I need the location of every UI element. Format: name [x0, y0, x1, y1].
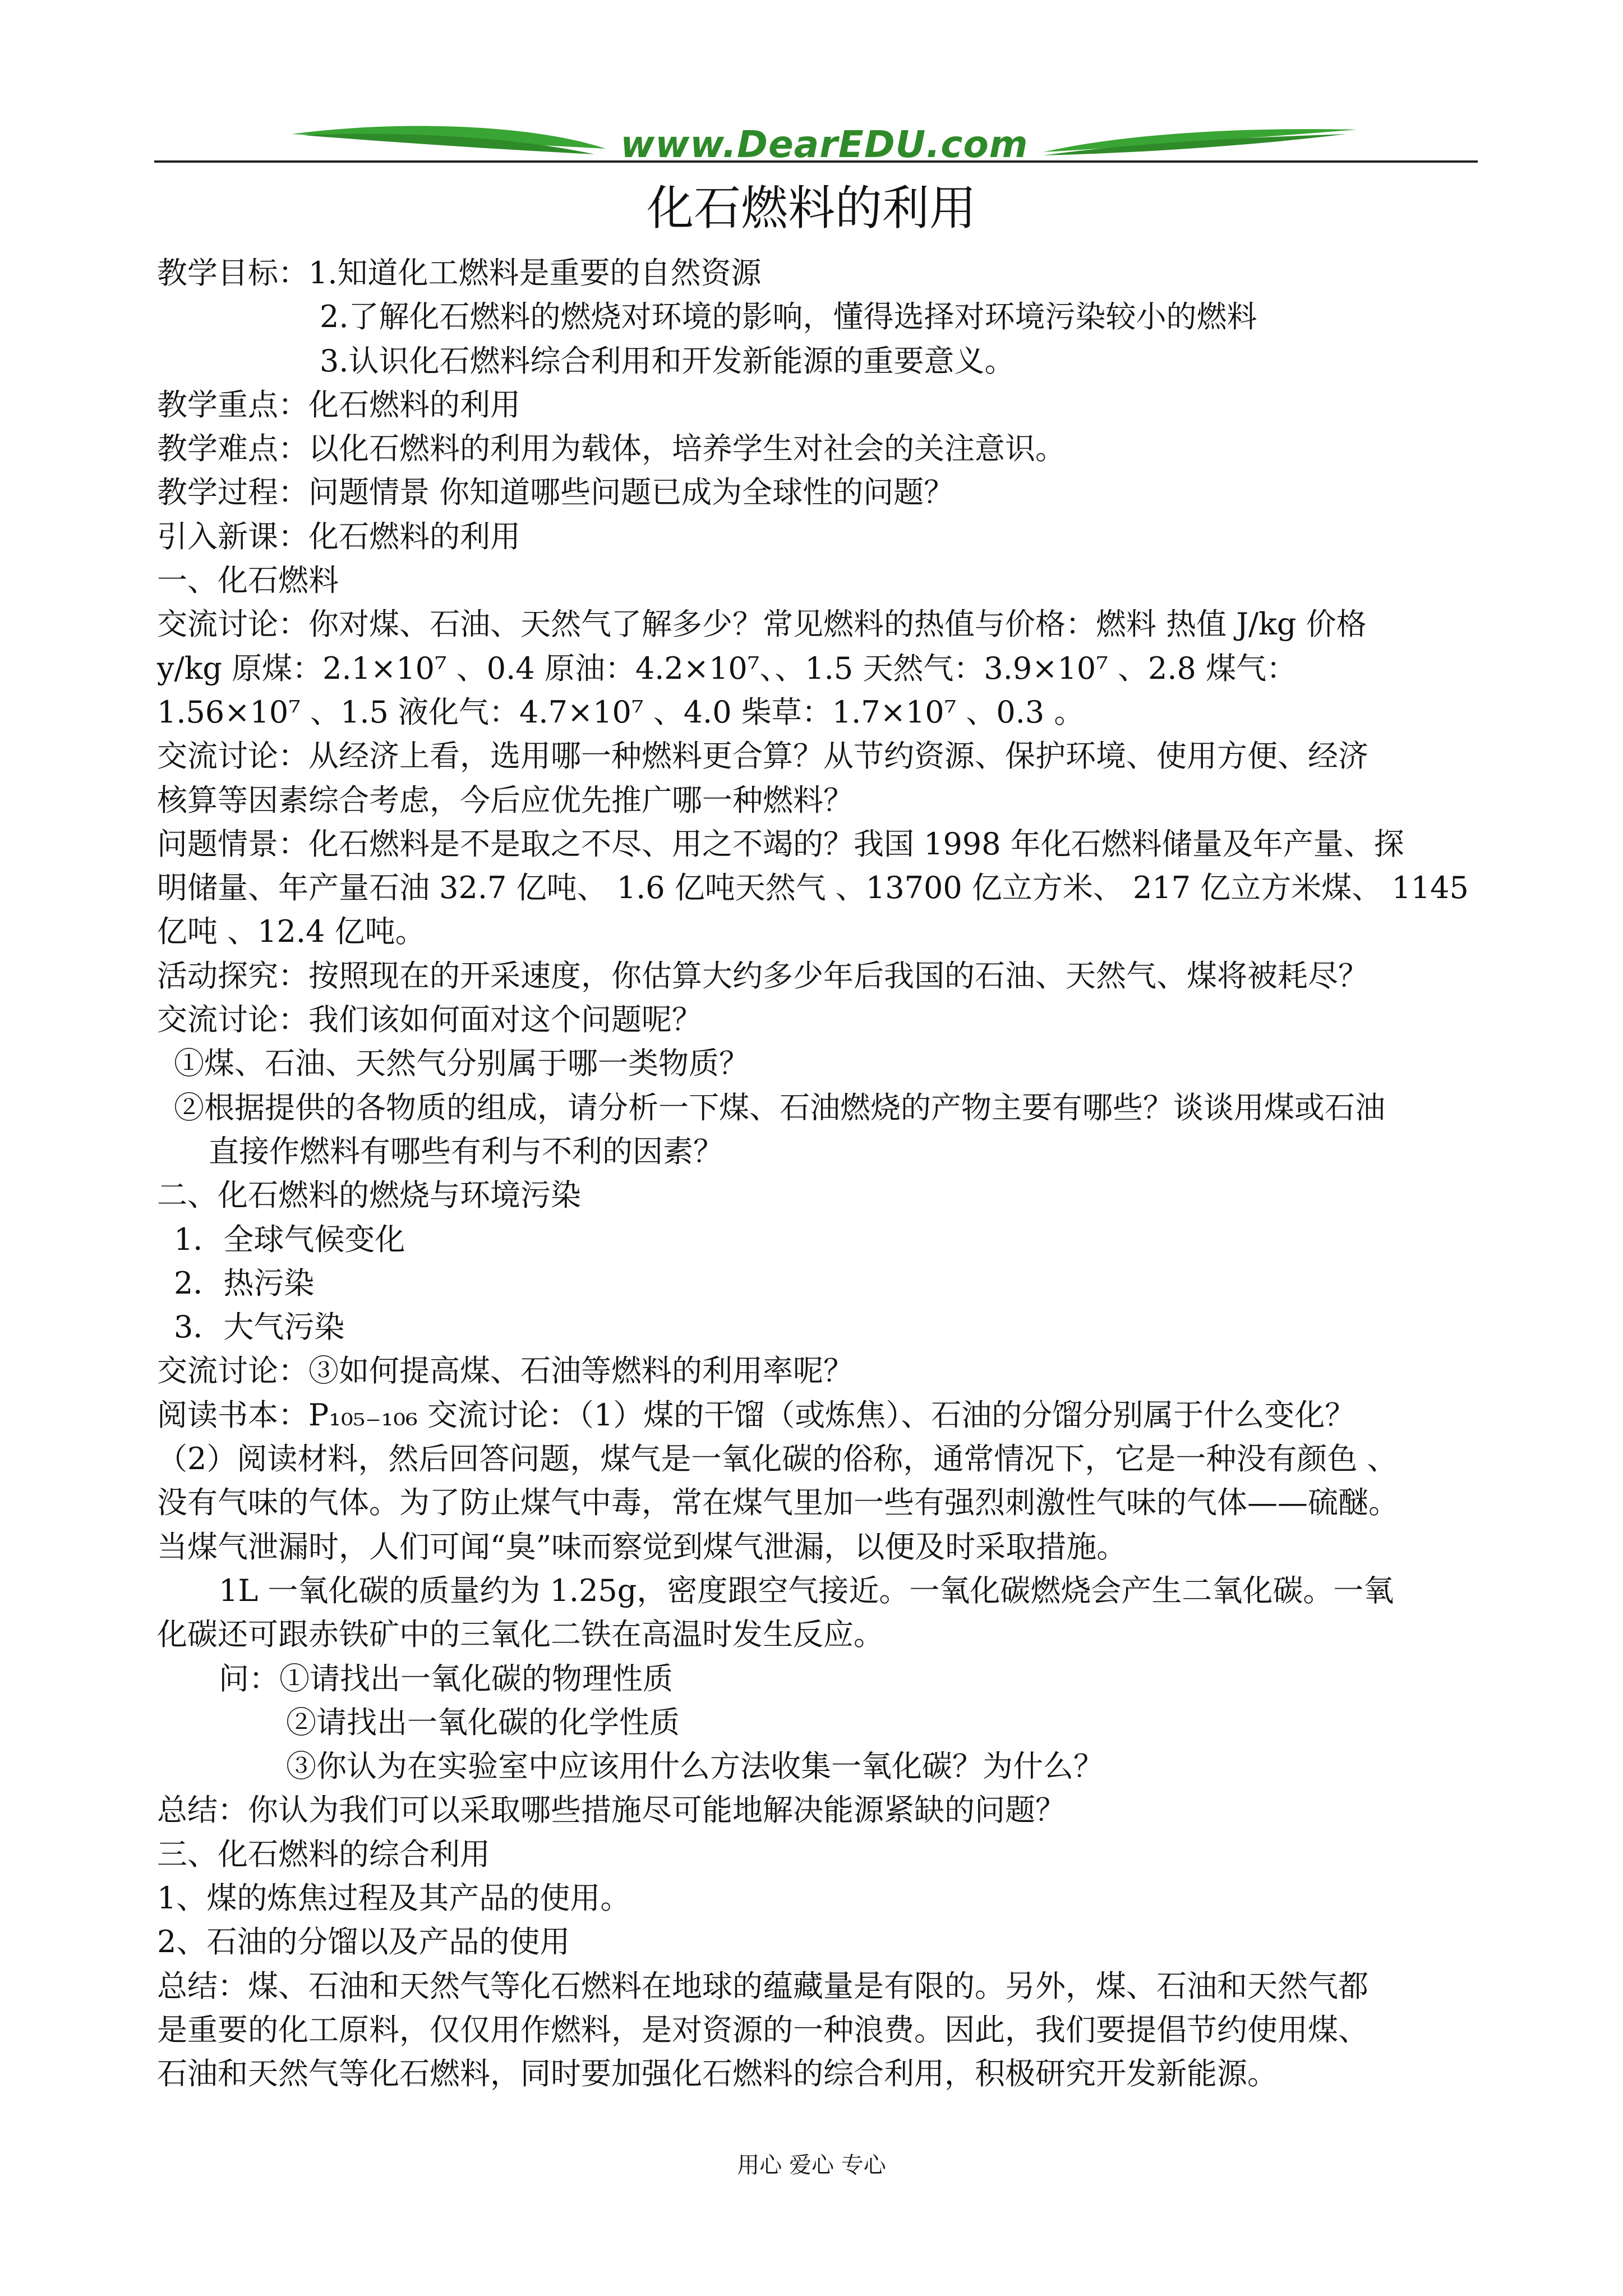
site-logo-text: www.DearEDU.com — [620, 123, 1029, 166]
text-line: 核算等因素综合考虑，今后应优先推广哪一种燃料？ — [157, 782, 854, 818]
question-item: 问：①请找出一氧化碳的物理性质 — [219, 1660, 673, 1696]
text-line: 3.认识化石燃料综合利用和开发新能源的重要意义。 — [320, 343, 1015, 379]
site-banner — [292, 115, 1357, 177]
list-item: 2．热污染 — [174, 1265, 315, 1301]
text-line: 交流讨论：③如何提高煤、石油等燃料的利用率呢？ — [157, 1353, 854, 1389]
text-line: 引入新课：化石燃料的利用 — [157, 518, 520, 554]
text-line: y/kg 原煤：2.1×10⁷ 、0.4 原油：4.2×10⁷、、1.5 天然气：3.9×10⁷ 、2.8 煤气： — [157, 650, 1297, 686]
question-item: ②根据提供的各物质的组成，请分析一下煤、石油燃烧的产物主要有哪些？谈谈用煤或石油 — [174, 1089, 1385, 1125]
section-heading: 一、化石燃料 — [157, 563, 339, 599]
page-title: 化石燃料的利用 — [646, 181, 976, 236]
list-item: 1．全球气候变化 — [174, 1221, 405, 1257]
text-line: 教学难点：以化石燃料的利用为载体，培养学生对社会的关注意识。 — [157, 431, 1066, 467]
question-item: ①煤、石油、天然气分别属于哪一类物质？ — [174, 1046, 749, 1082]
text-line: 1L 一氧化碳的质量约为 1.25g，密度跟空气接近。一氧化碳燃烧会产生二氧化碳。一氧 — [219, 1572, 1394, 1608]
text-line: 没有气味的气体。为了防止煤气中毒，常在煤气里加一些有强烈刺激性气味的气体——硫醚。 — [157, 1485, 1399, 1521]
list-item: 2、石油的分馏以及产品的使用 — [157, 1924, 570, 1960]
text-line: 总结：你认为我们可以采取哪些措施尽可能地解决能源紧缺的问题？ — [157, 1792, 1066, 1828]
text-line: 教学目标：1.知道化工燃料是重要的自然资源 — [157, 255, 762, 291]
text-line: 交流讨论：从经济上看，选用哪一种燃料更合算？从节约资源、保护环境、使用方便、经济 — [157, 738, 1368, 774]
text-line: 亿吨 、12.4 亿吨。 — [157, 914, 426, 950]
text-line: 当煤气泄漏时，人们可闻“臭”味而察觉到煤气泄漏，以便及时采取措施。 — [157, 1529, 1127, 1565]
text-line: 教学重点：化石燃料的利用 — [157, 386, 520, 422]
text-line: 总结：煤、石油和天然气等化石燃料在地球的蕴藏量是有限的。另外，煤、石油和天然气都 — [157, 1968, 1368, 2004]
text-line: 2.了解化石燃料的燃烧对环境的影响，懂得选择对环境污染较小的燃料 — [320, 299, 1257, 335]
text-line: 活动探究：按照现在的开采速度，你估算大约多少年后我国的石油、天然气、煤将被耗尽？ — [157, 958, 1368, 993]
text-line: 阅读书本：P₁₀₅₋₁₀₆ 交流讨论：（1）煤的干馏（或炼焦）、石油的分馏分别属于什么变化？ — [157, 1397, 1355, 1433]
text-line: 1.56×10⁷ 、1.5 液化气：4.7×10⁷ 、4.0 柴草：1.7×10⁷ 、0.3 。 — [157, 694, 1085, 730]
text-line: 石油和天然气等化石燃料，同时要加强化石燃料的综合利用，积极研究开发新能源。 — [157, 2056, 1278, 2092]
header-rule — [154, 160, 1478, 163]
text-line: 教学过程：问题情景 你知道哪些问题已成为全球性的问题？ — [157, 475, 955, 510]
text-line: （2）阅读材料，然后回答问题，煤气是一氧化碳的俗称，通常情况下，它是一种没有颜色 、 — [157, 1441, 1398, 1477]
list-item: 3．大气污染 — [174, 1309, 345, 1345]
list-item: 1、煤的炼焦过程及其产品的使用。 — [157, 1880, 631, 1916]
question-item: ②请找出一氧化碳的化学性质 — [286, 1704, 680, 1740]
text-line: 交流讨论：我们该如何面对这个问题呢？ — [157, 1002, 702, 1038]
question-item: ③你认为在实验室中应该用什么方法收集一氧化碳？为什么？ — [286, 1749, 1104, 1784]
section-heading: 三、化石燃料的综合利用 — [157, 1836, 490, 1872]
text-line: 化碳还可跟赤铁矿中的三氧化二铁在高温时发生反应。 — [157, 1617, 884, 1653]
text-line: 是重要的化工原料，仅仅用作燃料，是对资源的一种浪费。因此，我们要提倡节约使用煤、 — [157, 2012, 1368, 2047]
text-line: 交流讨论：你对煤、石油、天然气了解多少？常见燃料的热值与价格：燃料 热值 J/kg 价格 — [157, 606, 1367, 642]
page-footer: 用心 爱心 专心 — [737, 2152, 886, 2178]
text-line: 明储量、年产量石油 32.7 亿吨、 1.6 亿吨天然气 、13700 亿立方米、 217 亿立方米煤、 1145 — [157, 870, 1469, 906]
section-heading: 二、化石燃料的燃烧与环境污染 — [157, 1177, 581, 1213]
lesson-body — [157, 251, 1503, 2096]
question-item-continued: 直接作燃料有哪些有利与不利的因素？ — [209, 1133, 723, 1169]
text-line: 问题情景：化石燃料是不是取之不尽、用之不竭的？我国 1998 年化石燃料储量及年产量、探 — [157, 826, 1404, 862]
